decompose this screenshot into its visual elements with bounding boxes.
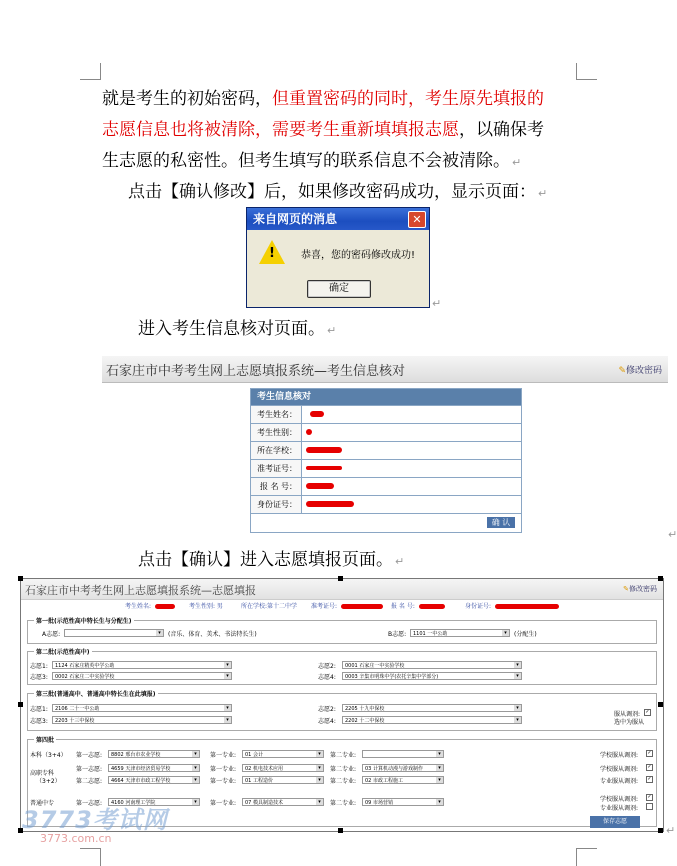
row-value — [302, 442, 521, 459]
undergrad-major-1-select[interactable] — [242, 750, 324, 758]
paragraph-verify-page — [138, 314, 618, 346]
field-label: 第一志愿: — [76, 800, 103, 807]
select-value: 1101 一中公助 — [413, 631, 448, 637]
key-icon: ✎ — [623, 585, 629, 593]
table-row — [251, 441, 521, 459]
row-label: 准考证号： — [251, 460, 302, 477]
school-obey-checkbox[interactable]: ✓ — [647, 750, 652, 756]
text-segment: 点击【确认】进入志愿填报页面。 — [138, 550, 393, 570]
field-label: 志愿2: — [318, 706, 336, 713]
select-value: 1124 石家庄精英中学公助 — [55, 663, 115, 669]
resize-handle[interactable] — [18, 576, 23, 581]
field-label: 志愿3: — [30, 718, 48, 725]
select-value: 4160 河南理工学院 — [111, 800, 156, 806]
undergrad-major-2-select[interactable] — [362, 750, 444, 758]
category-label: 本科（3+4） — [30, 752, 67, 759]
school-obey-label: 学校服从调剂: — [600, 752, 639, 759]
info-reg-label: 报 名 号: — [391, 603, 415, 610]
text-segment: 点击【确认修改】后，如果修改密码成功，显示页面： — [128, 182, 536, 202]
row-label: 所在学校： — [251, 442, 302, 459]
field-note: (分配生) — [514, 631, 537, 638]
paragraph-password-reset — [102, 84, 582, 178]
field-label: 志愿3: — [30, 674, 48, 681]
resize-handle[interactable] — [658, 828, 663, 833]
redaction-mark — [306, 501, 354, 507]
resize-handle[interactable] — [338, 576, 343, 581]
text-segment: 进入考生信息核对页面。 — [138, 319, 325, 339]
row-value — [302, 496, 521, 513]
field-label: 第一志愿: — [76, 766, 103, 773]
batch-three-choice-3-select[interactable] — [52, 716, 232, 724]
field-label: 第二专业: — [330, 752, 357, 759]
redaction-mark — [341, 604, 383, 609]
category-sub-label: （3+2） — [36, 778, 61, 785]
batch-three-choice-4-select[interactable] — [342, 716, 522, 724]
red-text-segment: 但重置密码的同时，考生原先填报的 — [272, 89, 544, 109]
row-label: 考生姓名： — [251, 406, 302, 423]
field-label: 第一专业: — [210, 778, 237, 785]
secondary-major-2-select[interactable] — [362, 798, 444, 806]
section-legend: 第一批(示范性高中特长生与分配生) — [36, 618, 132, 625]
table-row — [251, 459, 521, 477]
field-label: 第二志愿: — [76, 778, 103, 785]
school-obey-checkbox[interactable]: ✓ — [647, 764, 652, 770]
table-title: 考生信息核对 — [251, 389, 521, 405]
select-value: 4664 天津市市政工程学校 — [111, 778, 171, 784]
text-segment: ，以确保考 — [459, 120, 544, 140]
batch-three-section — [27, 693, 657, 731]
category-label: 普通中专 — [30, 800, 55, 807]
field-label: 第二专业: — [330, 800, 357, 807]
select-value: 07 模具制造技术 — [245, 800, 283, 806]
major-obey-checkbox[interactable] — [646, 803, 653, 810]
secondary-major-1-select[interactable] — [242, 798, 324, 806]
vocational-school-1-select[interactable] — [108, 764, 200, 772]
row-label: 考生性别： — [251, 424, 302, 441]
crop-mark-top-left — [80, 63, 101, 80]
table-row — [251, 477, 521, 495]
crop-mark-bottom-right — [576, 848, 597, 866]
warning-exclamation-icon: ! — [269, 246, 275, 261]
field-label: 志愿1: — [30, 706, 48, 713]
watermark-url: 3773.com.cn — [40, 832, 112, 845]
select-value: 09 市场营销 — [365, 800, 393, 806]
paragraph-mark-icon: ↵ — [327, 324, 337, 337]
major-obey-label: 专业服从调剂: — [600, 778, 639, 785]
field-label: B志愿: — [388, 631, 407, 638]
crop-mark-top-right — [576, 63, 597, 80]
redaction-mark — [495, 604, 559, 609]
resize-handle[interactable] — [658, 576, 663, 581]
select-value: 02 机电技术应用 — [245, 766, 283, 772]
batch-two-section — [27, 651, 657, 685]
change-password-label: 修改密码 — [625, 366, 662, 376]
batch-three-choice-1-select[interactable] — [52, 704, 232, 712]
redaction-mark — [306, 466, 342, 470]
section-legend: 第三批(普通高中、普通高中特长生在此填报) — [36, 691, 156, 698]
red-text-segment: 志愿信息也将被清除，需要考生重新填填报志愿 — [102, 120, 459, 140]
redaction-mark — [419, 604, 445, 609]
ok-button[interactable]: 确定 — [307, 280, 371, 298]
verify-page-header — [102, 356, 668, 383]
vocational-school-2-major-2-select[interactable] — [362, 776, 444, 784]
select-value: 4659 天津市经济贸易学校 — [111, 766, 171, 772]
field-label: 第二专业: — [330, 778, 357, 785]
school-obey-checkbox[interactable]: ✓ — [647, 794, 652, 800]
resize-handle[interactable] — [658, 702, 663, 707]
major-obey-checkbox[interactable]: ✓ — [647, 776, 652, 782]
select-value: 0002 石家庄二中实验学校 — [55, 674, 115, 680]
change-password-link[interactable] — [618, 363, 662, 376]
row-value — [302, 478, 521, 495]
row-value — [302, 460, 521, 477]
table-row — [251, 405, 521, 423]
paragraph-mark-icon: ↵ — [668, 528, 677, 541]
field-label: 第一专业: — [210, 752, 237, 759]
section-legend: 第二批(示范性高中) — [36, 649, 90, 656]
info-id-label: 身份证号: — [465, 603, 492, 610]
field-label: 志愿2: — [318, 663, 336, 670]
paragraph-enter-form — [138, 545, 618, 577]
batch-three-choice-2-select[interactable] — [342, 704, 522, 712]
redaction-mark — [306, 483, 334, 489]
undergrad-school-1-select[interactable] — [108, 750, 200, 758]
table-row — [251, 495, 521, 513]
select-value: 2203 十三中保校 — [55, 718, 95, 724]
message-dialog — [246, 207, 430, 308]
resize-handle[interactable] — [18, 702, 23, 707]
redaction-mark — [306, 447, 342, 453]
text-segment: 就是考生的初始密码， — [102, 89, 272, 109]
info-name-label: 考生姓名: — [125, 603, 152, 610]
select-value: 03 计算机动漫与游戏制作 — [365, 766, 423, 772]
select-value: 2205 十九中保校 — [345, 706, 385, 712]
field-label: A志愿: — [42, 631, 61, 638]
obey-label: 服从调剂: — [614, 711, 641, 718]
field-label: 志愿4: — [318, 674, 336, 681]
vocational-major-2-select[interactable] — [362, 764, 444, 772]
key-icon: ✎ — [618, 366, 626, 376]
table-row — [251, 423, 521, 441]
paragraph-mark-icon: ↵ — [432, 297, 442, 310]
application-form-screenshot — [20, 578, 664, 832]
table-footer — [251, 513, 521, 532]
close-icon[interactable]: ✕ — [408, 211, 426, 228]
vocational-major-1-select[interactable] — [242, 764, 324, 772]
watermark-logo: 3773考试网 — [22, 806, 168, 834]
row-value — [302, 406, 521, 423]
section-legend: 第四批 — [36, 737, 55, 744]
choice-b-select[interactable] — [410, 629, 510, 637]
field-label: 志愿4: — [318, 718, 336, 725]
obey-checkbox[interactable]: ✓ — [645, 709, 650, 715]
school-obey-label: 学校服从调剂: — [600, 796, 639, 803]
change-password-link[interactable] — [623, 584, 657, 594]
batch-two-choice-1-select[interactable] — [52, 661, 232, 669]
info-school: 所在学校:第十二中学 — [241, 603, 298, 610]
select-value: 01 工程造价 — [245, 778, 273, 784]
category-label: 高职专科 — [30, 770, 55, 777]
paragraph-mark-icon: ↵ — [666, 824, 676, 837]
vocational-school-2-major-1-select[interactable] — [242, 776, 324, 784]
verify-page-title: 石家庄市中考考生网上志愿填报系统—考生信息核对 — [106, 364, 406, 379]
select-value: 0001 石家庄一中实验学校 — [345, 663, 405, 669]
obey-note: 选中为服从 — [614, 719, 645, 726]
field-label: 志愿1: — [30, 663, 48, 670]
row-label: 报 名 号： — [251, 478, 302, 495]
student-info-bar — [21, 600, 663, 614]
paragraph-mark-icon: ↵ — [538, 187, 548, 200]
redaction-mark — [306, 429, 312, 435]
batch-two-choice-2-select[interactable] — [342, 661, 522, 669]
dialog-message: 恭喜，您的密码修改成功! — [301, 250, 416, 261]
text-segment: 生志愿的私密性。但考生填写的联系信息不会被清除。 — [102, 151, 510, 171]
row-label: 身份证号： — [251, 496, 302, 513]
paragraph-mark-icon: ↵ — [512, 156, 522, 169]
batch-one-section — [27, 620, 657, 644]
resize-handle[interactable] — [338, 828, 343, 833]
paragraph-mark-icon: ↵ — [395, 555, 405, 568]
confirm-button[interactable]: 确 认 — [487, 517, 515, 528]
field-label: 第一专业: — [210, 766, 237, 773]
info-exam-label: 准考证号: — [311, 603, 338, 610]
redaction-mark — [310, 411, 324, 417]
select-value: 0003 辛集市明珠中学(农托辛集中学部分) — [345, 674, 439, 680]
batch-two-choice-3-select[interactable] — [52, 672, 232, 680]
vocational-school-2-select[interactable] — [108, 776, 200, 784]
school-obey-label: 学校服从调剂: — [600, 766, 639, 773]
dialog-title: 来自网页的消息 — [253, 212, 338, 226]
select-value: 2106 二十一中公助 — [55, 706, 100, 712]
info-gender: 考生性别: 男 — [189, 603, 223, 610]
row-value — [302, 424, 521, 441]
field-label: 第一志愿: — [76, 752, 103, 759]
field-label: 第一专业: — [210, 800, 237, 807]
select-value: 2202 十二中保校 — [345, 718, 385, 724]
choice-a-select[interactable] — [64, 629, 164, 637]
batch-two-choice-4-select[interactable] — [342, 672, 522, 680]
redaction-mark — [155, 604, 175, 609]
form-header — [21, 579, 663, 600]
dialog-titlebar — [247, 208, 429, 230]
change-password-label: 修改密码 — [629, 585, 657, 593]
select-value: 01 会计 — [245, 752, 263, 758]
field-note: (音乐、体育、美术、书法特长生) — [168, 631, 257, 638]
field-label: 第二专业: — [330, 766, 357, 773]
save-choices-button[interactable]: 保存志愿 — [590, 816, 640, 828]
select-value: 8802 邢台市农业学校 — [111, 752, 161, 758]
major-obey-label: 专业服从调剂: — [600, 805, 639, 812]
select-value: 02 市政工程施工 — [365, 778, 403, 784]
paragraph-confirm-change — [128, 177, 608, 209]
form-title: 石家庄市中考考生网上志愿填报系统—志愿填报 — [25, 584, 256, 597]
crop-mark-bottom-left — [80, 848, 101, 866]
student-info-table — [250, 388, 522, 533]
